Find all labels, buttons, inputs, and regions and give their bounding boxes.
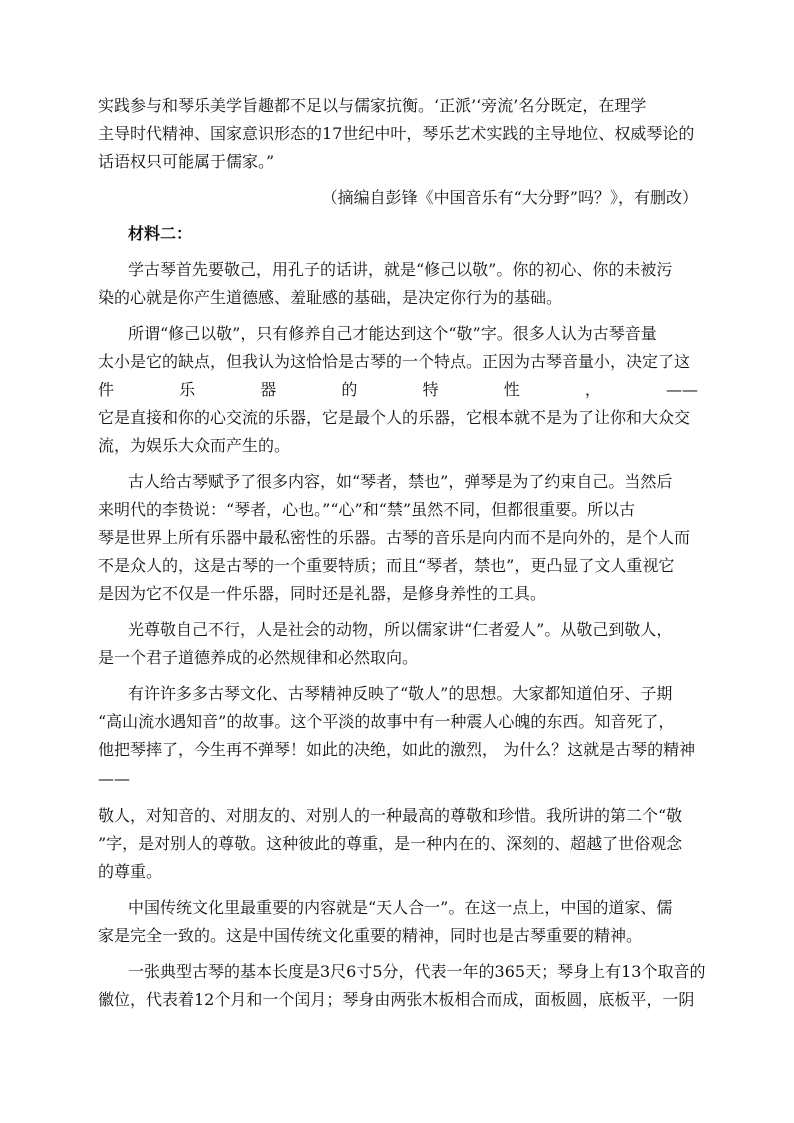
word: 的 — [341, 380, 358, 399]
text-line: 话语权只可能属于儒家。” — [98, 152, 275, 171]
text-line: 他把琴摔了，今生再不弹琴！如此的决绝，如此的激烈， 为什么？这就是古琴的精神 — [98, 740, 696, 759]
text-line: 是一个君子道德养成的必然规律和必然取向。 — [98, 648, 419, 667]
text-line: 敬人，对知音的、对朋友的、对别人的一种最高的尊敬和珍惜。我所讲的第二个“敬 — [98, 806, 683, 825]
text-line: 太小是它的缺点，但我认为这恰恰是古琴的一个特点。正因为古琴音量小，决定了这 — [98, 352, 691, 371]
text-line: ”字，是对别人的尊敬。这种彼此的尊重，是一种内在的、深刻的、超越了世俗观念 — [98, 834, 683, 853]
text-line: 是因为它不仅是一件乐器，同时还是礼器，是修身养性的工具。 — [98, 584, 547, 603]
text-line: 主导时代精神、国家意识形态的17世纪中叶，琴乐艺术实践的主导地位、权威琴论的 — [98, 124, 695, 143]
section-heading: 材料二： — [128, 224, 193, 243]
text-line: 所谓“修己以敬”，只有修养自己才能达到这个“敬”字。很多人认为古琴音量 — [128, 324, 657, 343]
text-line: 它是直接和你的心交流的乐器，它是最个人的乐器，它根本就不是为了让你和大众交 — [98, 408, 691, 427]
word: 特 — [422, 380, 439, 399]
text-line: 学古琴首先要敬己，用孔子的话讲，就是“修己以敬”。你的初心、你的未被污 — [128, 260, 673, 279]
text-line: 的尊重。 — [98, 862, 163, 881]
text-line: 来明代的李贽说：“琴者，心也。”“心”和“禁”虽然不同，但都很重要。所以古 — [98, 500, 636, 519]
justified-line — [98, 376, 698, 404]
source-citation: （摘编自彭锋《中国音乐有“大分野”吗？》，有删改） — [321, 188, 698, 207]
word: ， — [584, 380, 601, 399]
text-line: 一张典型古琴的基本长度是3尺6寸5分，代表一年的365天；琴身上有13个取音的 — [128, 962, 706, 981]
word: 乐 — [179, 380, 196, 399]
text-line: —— — [98, 769, 130, 788]
word: —— — [665, 380, 698, 399]
text-line: 古人给古琴赋予了很多内容，如“琴者，禁也”，弹琴是为了约束自己。当然后 — [128, 472, 673, 491]
text-line: 光尊敬自己不行，人是社会的动物，所以儒家讲“仁者爱人”。从敬己到敬人， — [128, 620, 673, 639]
text-line: 不是众人的，这是古琴的一个重要特质；而且“琴者，禁也”，更凸显了文人重视它 — [98, 556, 675, 575]
text-line: 家是完全一致的。这是中国传统文化重要的精神，同时也是古琴重要的精神。 — [98, 926, 643, 945]
word: 性 — [503, 380, 520, 399]
text-line: 徽位，代表着12个月和一个闰月；琴身由两张木板相合而成，面板圆，底板平，一阴 — [98, 990, 695, 1009]
text-line: 实践参与和琴乐美学旨趣都不足以与儒家抗衡。‘正派’‘旁流’名分既定，在理学 — [98, 96, 647, 115]
text-line: 染的心就是你产生道德感、羞耻感的基础，是决定你行为的基础。 — [98, 288, 563, 307]
text-line: “高山流水遇知音”的故事。这个平淡的故事中有一种震人心魄的东西。知音死了， — [98, 712, 675, 731]
text-line: 流，为娱乐大众而产生的。 — [98, 436, 291, 455]
word: 器 — [260, 380, 277, 399]
document-page — [98, 92, 706, 1014]
text-line: 琴是世界上所有乐器中最私密性的乐器。古琴的音乐是向内而不是向外的，是个人而 — [98, 528, 691, 547]
word: 件 — [98, 380, 115, 399]
text-line: 中国传统文化里最重要的内容就是“天人合一”。在这一点上，中国的道家、儒 — [128, 898, 673, 917]
text-line: 有许许多多古琴文化、古琴精神反映了“敬人”的思想。大家都知道伯牙、子期 — [128, 684, 673, 703]
